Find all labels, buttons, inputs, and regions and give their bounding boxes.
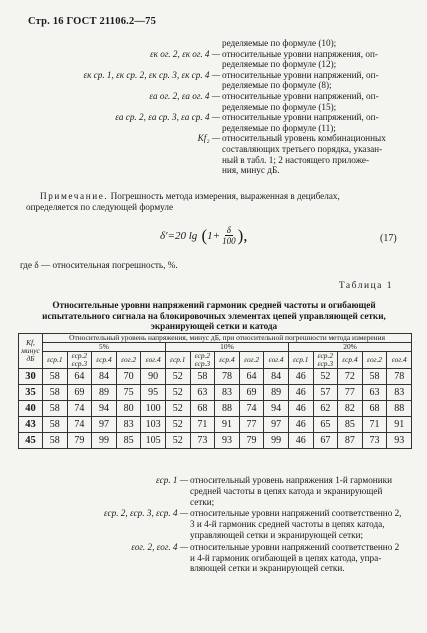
value-cell: 68 — [362, 401, 387, 417]
definition-text: ределяемые по формуле (12); — [222, 59, 337, 70]
value-cell: 57 — [313, 385, 338, 401]
note-line-2: определяется по следующей формуле — [26, 202, 174, 212]
value-cell: 74 — [67, 401, 92, 417]
value-cell: 99 — [264, 433, 289, 449]
column-header: ɛср.1 — [288, 352, 313, 369]
value-cell: 83 — [387, 385, 412, 401]
definition-row — [14, 38, 414, 49]
value-cell: 74 — [239, 401, 264, 417]
definition-symbol: ɛа ог. 2, ɛа ог. 4 — — [149, 90, 220, 101]
definition-text: составляющих третьего порядка, указан- — [222, 143, 383, 154]
note-label: Примечание. — [40, 191, 109, 201]
definition-symbol — [14, 38, 222, 49]
note-paragraph — [26, 191, 406, 213]
value-cell: 71 — [190, 417, 215, 433]
table-row — [19, 433, 412, 449]
definition-row — [14, 70, 414, 81]
value-cell: 52 — [165, 385, 190, 401]
value-cell: 97 — [264, 417, 289, 433]
column-header: ɛср.4 — [92, 352, 117, 369]
definition-symbol — [14, 80, 222, 91]
legend-symbol: ɛср. 1 — — [156, 475, 188, 485]
kf-cell: 35 — [19, 385, 43, 401]
value-cell: 83 — [215, 385, 240, 401]
definition-row — [14, 144, 414, 155]
formula-close: ), — [237, 225, 248, 245]
group-header: Относительный уровень напряжения, минус дБ, при относительной погрешности метода измерения — [43, 334, 412, 343]
definition-row — [14, 155, 414, 166]
value-cell: 73 — [362, 433, 387, 449]
value-cell: 82 — [338, 401, 363, 417]
value-cell: 91 — [387, 417, 412, 433]
kf-cell: 40 — [19, 401, 43, 417]
column-header: ɛог.2 — [116, 352, 141, 369]
formula-number: (17) — [380, 233, 397, 244]
formula-lhs: δ′=20 lg — [160, 229, 198, 242]
legend-line: относительный уровень напряжения 1-й гармоники — [190, 475, 392, 485]
table-row — [19, 385, 412, 401]
definition-symbol — [14, 59, 222, 70]
column-header: ɛог.4 — [141, 352, 166, 369]
value-cell: 58 — [43, 385, 68, 401]
definition-row — [14, 59, 414, 70]
legend-line: вляющей сетки и экранирующей сетки. — [190, 563, 345, 574]
where-text: где δ — относительная погрешность, %. — [20, 260, 178, 270]
definition-text: относительные уровни напряжения, оп- — [222, 48, 378, 59]
value-cell: 69 — [67, 385, 92, 401]
column-header: ɛог.4 — [264, 352, 289, 369]
value-cell: 46 — [288, 385, 313, 401]
value-cell: 90 — [141, 369, 166, 385]
note-line-1: Погрешность метода измерения, выраженная в децибелах, — [108, 191, 340, 201]
value-cell: 46 — [288, 401, 313, 417]
value-cell: 58 — [190, 369, 215, 385]
value-cell: 63 — [190, 385, 215, 401]
legend-symbol: ɛср. 2, ɛср. 3, ɛср. 4 — — [103, 508, 188, 519]
definition-text: ределяемые по формуле (8); — [222, 80, 332, 91]
value-cell: 64 — [67, 369, 92, 385]
formula-one: 1+ — [207, 229, 221, 242]
column-header: ɛср.2 ɛср.3 — [313, 352, 338, 369]
definition-row — [14, 91, 414, 102]
value-cell: 67 — [313, 433, 338, 449]
value-cell: 94 — [264, 401, 289, 417]
value-cell: 72 — [338, 369, 363, 385]
value-cell: 87 — [338, 433, 363, 449]
value-cell: 103 — [141, 417, 166, 433]
value-cell: 65 — [313, 417, 338, 433]
data-table — [18, 333, 412, 449]
legend-list — [30, 475, 410, 575]
definition-text: относительные уровни напряжений, оп- — [222, 90, 379, 101]
value-cell: 88 — [387, 401, 412, 417]
page-header: Стр. 16 ГОСТ 21106.2—75 — [28, 16, 157, 27]
definition-symbol: ɛк ср. 1, ɛк ср. 2, ɛк ср. 3, ɛк ср. 4 — — [83, 69, 220, 80]
legend-line: относительные уровни напряжений соответственно 2 — [190, 541, 400, 552]
pct-header-5: 5% — [43, 343, 166, 352]
legend-text — [190, 542, 410, 574]
value-cell: 93 — [387, 433, 412, 449]
value-cell: 74 — [67, 417, 92, 433]
definition-text: ния, минус дБ. — [222, 165, 280, 176]
legend-symbol: ɛог. 2, ɛог. 4 — — [131, 541, 188, 552]
value-cell: 97 — [92, 417, 117, 433]
value-cell: 52 — [313, 369, 338, 385]
value-cell: 77 — [239, 417, 264, 433]
legend-text — [190, 475, 410, 507]
value-cell: 79 — [239, 433, 264, 449]
definition-symbol: ɛа ср. 2, ɛа ср. 3, ɛа ср. 4 — — [115, 112, 220, 123]
definition-text: ный в табл. 1; 2 настоящего приложе- — [222, 154, 370, 165]
value-cell: 93 — [215, 433, 240, 449]
value-cell: 68 — [190, 401, 215, 417]
formula-fraction — [222, 225, 236, 246]
formula-numerator: δ — [226, 225, 231, 235]
value-cell: 46 — [288, 417, 313, 433]
definition-symbol — [14, 144, 222, 155]
value-cell: 58 — [43, 401, 68, 417]
value-cell: 71 — [362, 417, 387, 433]
legend-line: относительные уровни напряжений соответственно 2, — [190, 508, 402, 519]
kf-header: Kf, минус дБ — [19, 334, 43, 369]
kf-cell: 43 — [19, 417, 43, 433]
value-cell: 69 — [239, 385, 264, 401]
column-header: ɛср.2 ɛср.3 — [190, 352, 215, 369]
value-cell: 83 — [116, 417, 141, 433]
definition-row — [14, 123, 414, 134]
value-cell: 62 — [313, 401, 338, 417]
value-cell: 85 — [338, 417, 363, 433]
legend-line: и 4-й гармоник огибающей в цепях катода, упра- — [190, 552, 382, 563]
definition-text: относительные уровни напряжений, оп- — [222, 69, 379, 80]
value-cell: 79 — [67, 433, 92, 449]
value-cell: 94 — [92, 401, 117, 417]
column-header: ɛср.2 ɛср.3 — [67, 352, 92, 369]
value-cell: 58 — [43, 433, 68, 449]
legend-item — [30, 508, 410, 540]
column-header: ɛср.4 — [338, 352, 363, 369]
value-cell: 52 — [165, 417, 190, 433]
value-cell: 89 — [92, 385, 117, 401]
value-cell: 85 — [116, 433, 141, 449]
formula-17 — [160, 225, 248, 246]
value-cell: 58 — [43, 369, 68, 385]
value-cell: 88 — [215, 401, 240, 417]
value-cell: 52 — [165, 369, 190, 385]
value-cell: 84 — [264, 369, 289, 385]
definition-symbol: Kf₂ — — [197, 133, 220, 144]
column-header-row — [19, 352, 412, 369]
value-cell: 95 — [141, 385, 166, 401]
legend-text — [190, 508, 410, 540]
definitions-list — [14, 38, 414, 176]
column-header: ɛср.1 — [43, 352, 68, 369]
definition-row — [14, 102, 414, 113]
legend-item — [30, 542, 410, 574]
definition-row — [14, 49, 414, 60]
value-cell: 52 — [165, 401, 190, 417]
definition-text: ределяемые по формуле (11); — [222, 122, 336, 133]
definition-row — [14, 80, 414, 91]
definition-row — [14, 165, 414, 176]
value-cell: 78 — [387, 369, 412, 385]
definition-row — [14, 112, 414, 123]
definition-row — [14, 133, 414, 144]
value-cell: 84 — [92, 369, 117, 385]
value-cell: 80 — [116, 401, 141, 417]
value-cell: 63 — [362, 385, 387, 401]
value-cell: 77 — [338, 385, 363, 401]
table-body — [19, 369, 412, 449]
table-row — [19, 417, 412, 433]
definition-text: относительный уровень комбинационных — [222, 133, 386, 144]
kf-cell: 45 — [19, 433, 43, 449]
table-caption: Таблица 1 — [338, 281, 393, 291]
value-cell: 91 — [215, 417, 240, 433]
table-title: Относительные уровни напряжений гармоник средней частоты и огибающей испытательного сигнала на блокировочных элементах цепей управляющей сетки, экранирующей сетки и катода — [42, 300, 386, 331]
value-cell: 58 — [362, 369, 387, 385]
value-cell: 70 — [116, 369, 141, 385]
column-header: ɛср.4 — [215, 352, 240, 369]
definition-symbol — [14, 165, 222, 176]
value-cell: 105 — [141, 433, 166, 449]
definition-symbol — [14, 102, 222, 113]
legend-line: средней частоты в цепях катода и экранирующей — [190, 485, 383, 496]
value-cell: 100 — [141, 401, 166, 417]
table-row — [19, 401, 412, 417]
definition-text: ределяемые по формуле (15); — [222, 101, 337, 112]
formula-denominator: 100 — [222, 236, 236, 246]
table-row — [19, 369, 412, 385]
legend-line: сетки; — [190, 496, 215, 507]
value-cell: 46 — [288, 433, 313, 449]
pct-header-10: 10% — [165, 343, 288, 352]
formula-open-paren: ( — [197, 225, 208, 245]
value-cell: 75 — [116, 385, 141, 401]
column-header: ɛср.1 — [165, 352, 190, 369]
legend-item — [30, 475, 410, 507]
value-cell: 58 — [43, 417, 68, 433]
value-cell: 52 — [165, 433, 190, 449]
column-header: ɛог.2 — [362, 352, 387, 369]
value-cell: 73 — [190, 433, 215, 449]
pct-header-20: 20% — [288, 343, 411, 352]
definition-text: ределяемые по формуле (10); — [222, 38, 337, 48]
value-cell: 99 — [92, 433, 117, 449]
value-cell: 78 — [215, 369, 240, 385]
column-header: ɛог.2 — [239, 352, 264, 369]
definition-symbol — [14, 123, 222, 134]
definition-symbol — [14, 155, 222, 166]
legend-line: управляющей сетки и экранирующей сетки; — [190, 529, 364, 540]
column-header: ɛог.4 — [387, 352, 412, 369]
value-cell: 64 — [239, 369, 264, 385]
definition-symbol: ɛк ог. 2, ɛк ог. 4 — — [150, 48, 220, 59]
value-cell: 46 — [288, 369, 313, 385]
value-cell: 89 — [264, 385, 289, 401]
legend-line: 3 и 4-й гармоник средней частоты в цепях катода, — [190, 519, 385, 530]
definition-text: относительные уровни напряжений, оп- — [222, 112, 379, 123]
kf-cell: 30 — [19, 369, 43, 385]
